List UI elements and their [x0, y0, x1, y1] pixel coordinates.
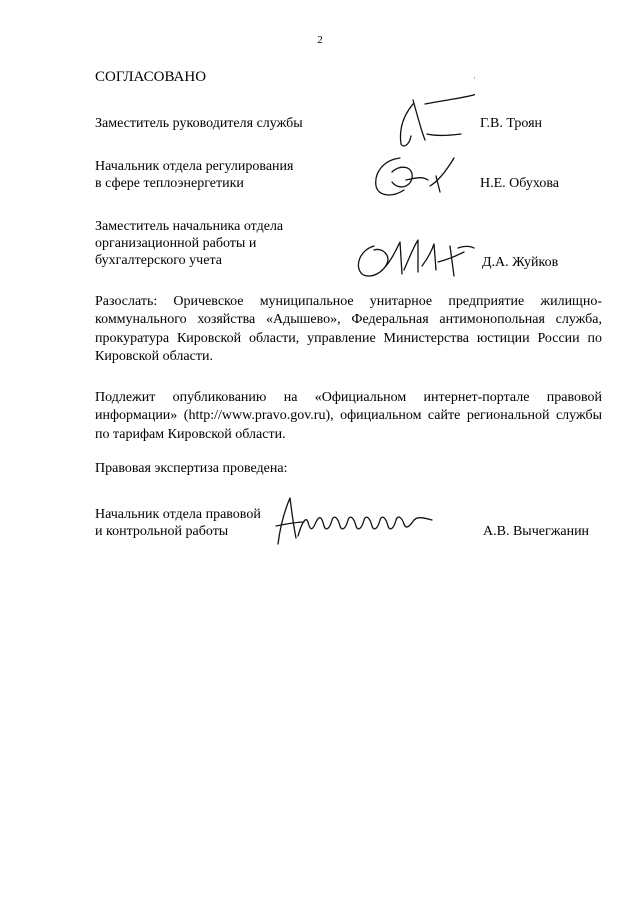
- approval-1-signature: [365, 64, 475, 154]
- approval-2-position: в сфере теплоэнергетики: [95, 176, 244, 191]
- legal-review-position: Начальник отдела правовой: [95, 507, 261, 522]
- approval-3-position: бухгалтерского учета: [95, 253, 222, 268]
- distribution-paragraph: Разослать: Оричевское муниципальное унитарное предприятие жилищно-коммунального хозяйства «Адышево», Федеральная антимонопольная служба, прокуратура Кировской области, управление Министерства юстиции России по Кировской области.: [95, 294, 602, 364]
- approval-3-position: Заместитель начальника отдела: [95, 219, 284, 234]
- approval-2-signature: [370, 152, 465, 202]
- approval-2-position: Начальник отдела регулирования: [95, 159, 294, 174]
- legal-review-position: и контрольной работы: [95, 524, 229, 539]
- approval-1-position: Заместитель руководителя службы: [95, 116, 303, 131]
- legal-review-name: А.В. Вычегжанин: [483, 524, 590, 539]
- approval-1-name: Г.В. Троян: [480, 116, 543, 131]
- approval-2-name: Н.Е. Обухова: [480, 176, 559, 191]
- approval-3-position: организационной работы и: [95, 236, 257, 251]
- agreed-heading: СОГЛАСОВАНО: [95, 69, 207, 85]
- publication-paragraph: Подлежит опубликованию на «Официальном интернет-портале правовой информации» (http://www.pravo.gov.ru), официальном сайте региональной службы по тарифам Кировской области.: [95, 390, 602, 442]
- legal-review-statement: Правовая экспертиза проведена:: [95, 461, 288, 476]
- approval-3-name: Д.А. Жуйков: [482, 255, 559, 270]
- legal-review-signature: [268, 492, 438, 548]
- page-number: 2: [317, 34, 323, 46]
- approval-3-signature: [352, 236, 477, 284]
